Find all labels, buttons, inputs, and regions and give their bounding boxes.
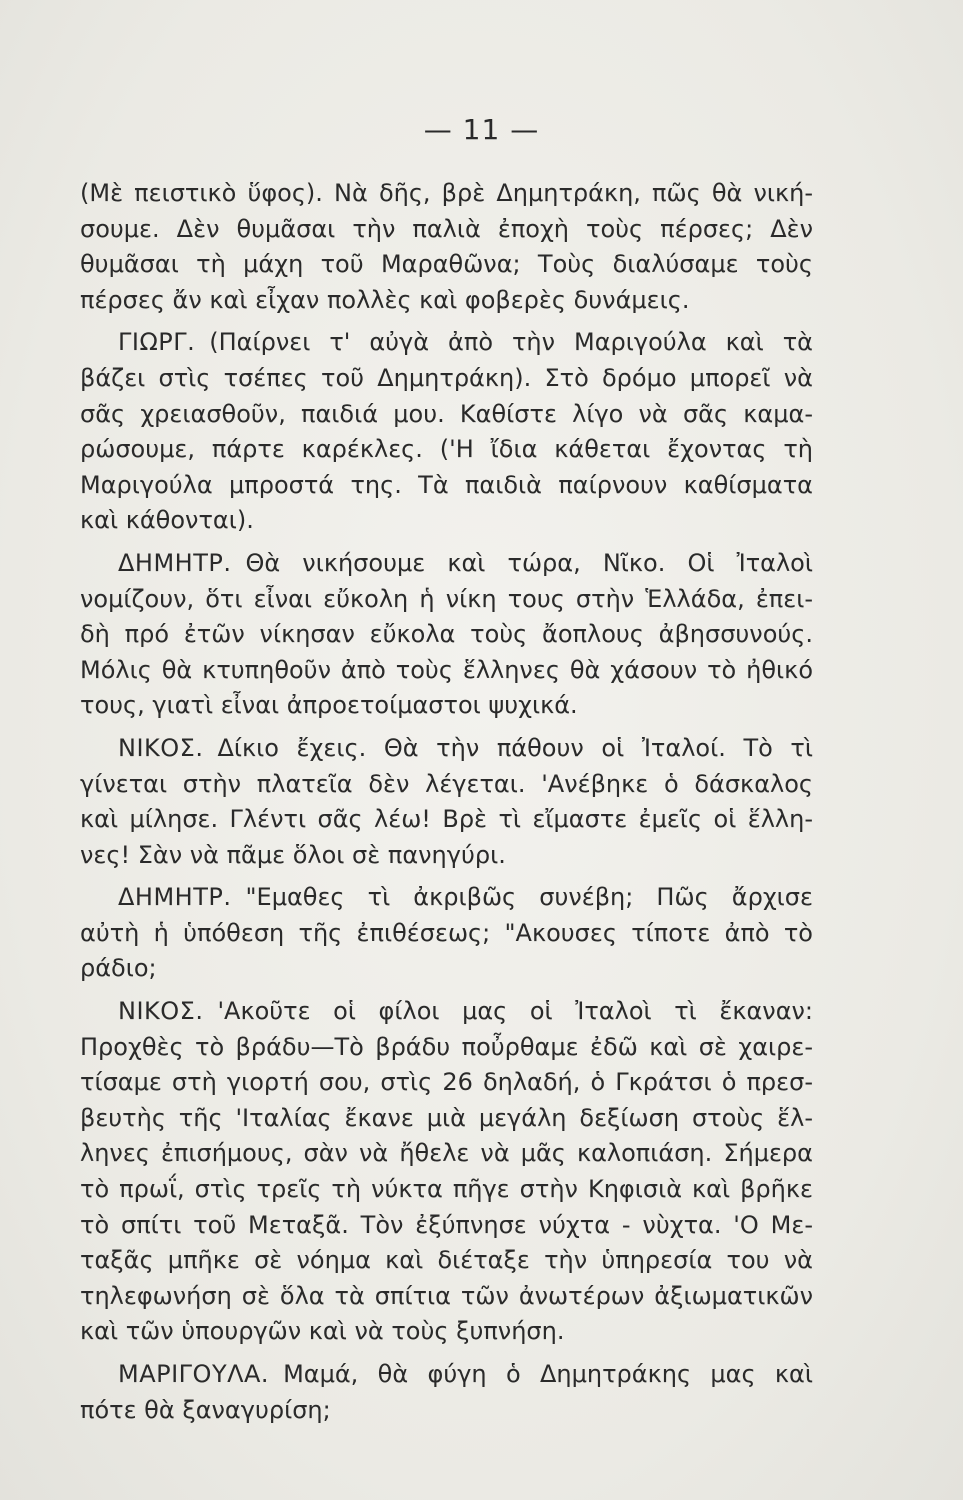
line-text: δὴ πρό ἐτῶν νίκησαν εὔκολα τοὺς ἄοπλους ἀβησσυνούς. xyxy=(80,620,813,649)
text-line xyxy=(80,1030,813,1066)
text-line xyxy=(80,432,813,468)
line-text: τὸ πρωΐ, στὶς τρεῖς τὴ νύκτα πῆγε στὴν Κηφισιὰ καὶ βρῆκε xyxy=(80,1175,813,1204)
speaker-name: ΔΗΜΗΤΡ. xyxy=(118,883,232,912)
line-text: πέρσες ἄν καὶ εἶχαν πολλὲς καὶ φοβερὲς δυνάμεις. xyxy=(80,285,690,314)
text-line xyxy=(80,688,813,724)
text-line xyxy=(80,653,813,689)
text-line xyxy=(80,880,813,916)
text-line xyxy=(80,1393,813,1429)
line-text: (Παίρνει τ' αὐγὰ ἀπὸ τὴν Μαριγούλα καὶ τὰ xyxy=(209,328,813,357)
text-line xyxy=(80,994,813,1030)
line-text: Θὰ νικήσουμε καὶ τώρα, Νῖκο. Οἱ Ἰταλοὶ xyxy=(245,548,813,577)
text-line xyxy=(80,1172,813,1208)
text-line xyxy=(80,325,813,361)
text-line xyxy=(80,767,813,803)
text-line xyxy=(80,212,813,248)
line-text: (Μὲ πειστικὸ ὕφος). Νὰ δῆς, βρὲ Δημητράκη, πῶς θὰ νική- xyxy=(80,179,813,207)
line-text: ρώσουμε, πάρτε καρέκλες. ('Η ἴδια κάθεται ἔχοντας τὴ xyxy=(80,435,813,464)
line-text: σουμε. Δὲν θυμᾶσαι τὴν παλιὰ ἐποχὴ τοὺς πέρσες; Δὲν xyxy=(80,214,813,243)
line-text: Μόλις θὰ κτυπηθοῦν ἀπὸ τοὺς ἕλληνες θὰ χάσουν τὸ ἠθικό xyxy=(80,655,813,684)
line-text: ταξᾶς μπῆκε σὲ νόημα καὶ διέταξε τὴν ὑπηρεσία του νὰ xyxy=(80,1246,813,1275)
text-line xyxy=(80,1101,813,1137)
dialogue-paragraph xyxy=(80,880,813,987)
dialogue-paragraph xyxy=(80,546,813,724)
line-text: ράδιο; xyxy=(80,954,157,983)
line-text: σᾶς χρειασθοῦν, παιδιά μου. Καθίστε λίγο νὰ σᾶς καμα- xyxy=(80,399,813,428)
text-line xyxy=(80,951,813,987)
text-line xyxy=(80,546,813,582)
text-line xyxy=(80,731,813,767)
speaker-name: ΝΙΚΟΣ. xyxy=(118,997,204,1026)
text-line xyxy=(80,617,813,653)
text-line xyxy=(80,468,813,504)
speaker-name: ΔΗΜΗΤΡ. xyxy=(118,548,232,577)
line-text: τους, γιατὶ εἶναι ἀπροετοίμαστοι ψυχικά. xyxy=(80,691,578,720)
line-text: καὶ τῶν ὑπουργῶν καὶ νὰ τοὺς ξυπνήση. xyxy=(80,1317,565,1346)
dialogue-paragraph xyxy=(80,731,813,873)
text-line xyxy=(80,916,813,952)
line-text: θυμᾶσαι τὴ μάχη τοῦ Μαραθῶνα; Τοὺς διαλύσαμε τοὺς xyxy=(80,250,813,279)
line-text: πότε θὰ ξαναγυρίση; xyxy=(80,1395,331,1424)
page-number: — 11 — xyxy=(423,113,540,146)
line-text: τὸ σπίτι τοῦ Μεταξᾶ. Τὸν ἐξύπνησε νύχτα - νὺχτα. 'Ο Με- xyxy=(80,1210,813,1239)
text-line xyxy=(80,1208,813,1244)
dialogue-paragraph xyxy=(80,1357,813,1428)
line-text: νομίζουν, ὅτι εἶναι εὔκολη ἡ νίκη τους στὴν Ἑλλάδα, ἐπει- xyxy=(80,584,813,613)
speaker-name: ΓΙΩΡΓ. xyxy=(118,328,196,357)
line-text: Μαμά, θὰ φύγη ὁ Δημητράκης μας καὶ xyxy=(283,1360,813,1388)
line-text: αὐτὴ ἡ ὑπόθεση τῆς ἐπιθέσεως; "Ακουσες τίποτε ἀπὸ τὸ xyxy=(80,918,813,947)
text-line xyxy=(80,247,813,283)
text-line xyxy=(80,802,813,838)
line-text: Προχθὲς τὸ βράδυ—Τὸ βράδυ ποὖρθαμε ἐδῶ καὶ σὲ χαιρε- xyxy=(80,1032,813,1061)
text-line xyxy=(80,582,813,618)
text-line xyxy=(80,361,813,397)
dialogue-paragraph xyxy=(80,994,813,1350)
text-line xyxy=(80,283,813,319)
text-line xyxy=(80,503,813,539)
line-text: καὶ μίλησε. Γλέντι σᾶς λέω! Βρὲ τὶ εἴμαστε ἐμεῖς οἱ ἕλλη- xyxy=(80,805,813,834)
line-text: νες! Σὰν νὰ πᾶμε ὅλοι σὲ πανηγύρι. xyxy=(80,840,506,869)
line-text: τίσαμε στὴ γιορτή σου, στὶς 26 δηλαδή, ὁ Γκράτσι ὁ πρεσ- xyxy=(80,1068,813,1097)
text-line xyxy=(80,1279,813,1315)
text-line xyxy=(80,176,813,212)
text-line xyxy=(80,1136,813,1172)
dialogue-paragraph xyxy=(80,325,813,539)
text-line xyxy=(80,397,813,433)
text-line xyxy=(80,1065,813,1101)
line-text: βάζει στὶς τσέπες τοῦ Δημητράκη). Στὸ δρόμο μπορεῖ νὰ xyxy=(80,363,813,392)
play-text xyxy=(80,176,813,1428)
text-line xyxy=(80,1243,813,1279)
text-line xyxy=(80,1357,813,1393)
line-text: βευτὴς τῆς 'Ιταλίας ἔκανε μιὰ μεγάλη δεξίωση στοὺς ἕλ- xyxy=(80,1103,813,1132)
line-text: γίνεται στὴν πλατεῖα δὲν λέγεται. 'Ανέβηκε ὁ δάσκαλος xyxy=(80,769,813,798)
line-text: Μαριγούλα μπροστά της. Τὰ παιδιὰ παίρνουν καθίσματα xyxy=(80,470,813,499)
text-line xyxy=(80,1314,813,1350)
stage-direction-paragraph xyxy=(80,176,813,318)
line-text: 'Ακοῦτε οἱ φίλοι μας οἱ Ἰταλοὶ τὶ ἔκαναν: xyxy=(217,997,813,1026)
speaker-name: ΝΙΚΟΣ. xyxy=(118,733,204,762)
line-text: ληνες ἐπισήμους, σὰν νὰ ἤθελε νὰ μᾶς καλοπιάση. Σήμερα xyxy=(80,1139,813,1168)
line-text: καὶ κάθονται). xyxy=(80,506,254,535)
line-text: Δίκιο ἔχεις. Θὰ τὴν πάθουν οἱ Ἰταλοί. Τὸ τὶ xyxy=(217,733,813,762)
text-line xyxy=(80,838,813,874)
line-text: τηλεφωνήση σὲ ὅλα τὰ σπίτια τῶν ἀνωτέρων ἀξιωματικῶν xyxy=(80,1281,813,1310)
line-text: "Εμαθες τὶ ἀκριβῶς συνέβη; Πῶς ἄρχισε xyxy=(245,883,813,912)
speaker-name: ΜΑΡΙΓΟΥΛΑ. xyxy=(118,1360,270,1388)
